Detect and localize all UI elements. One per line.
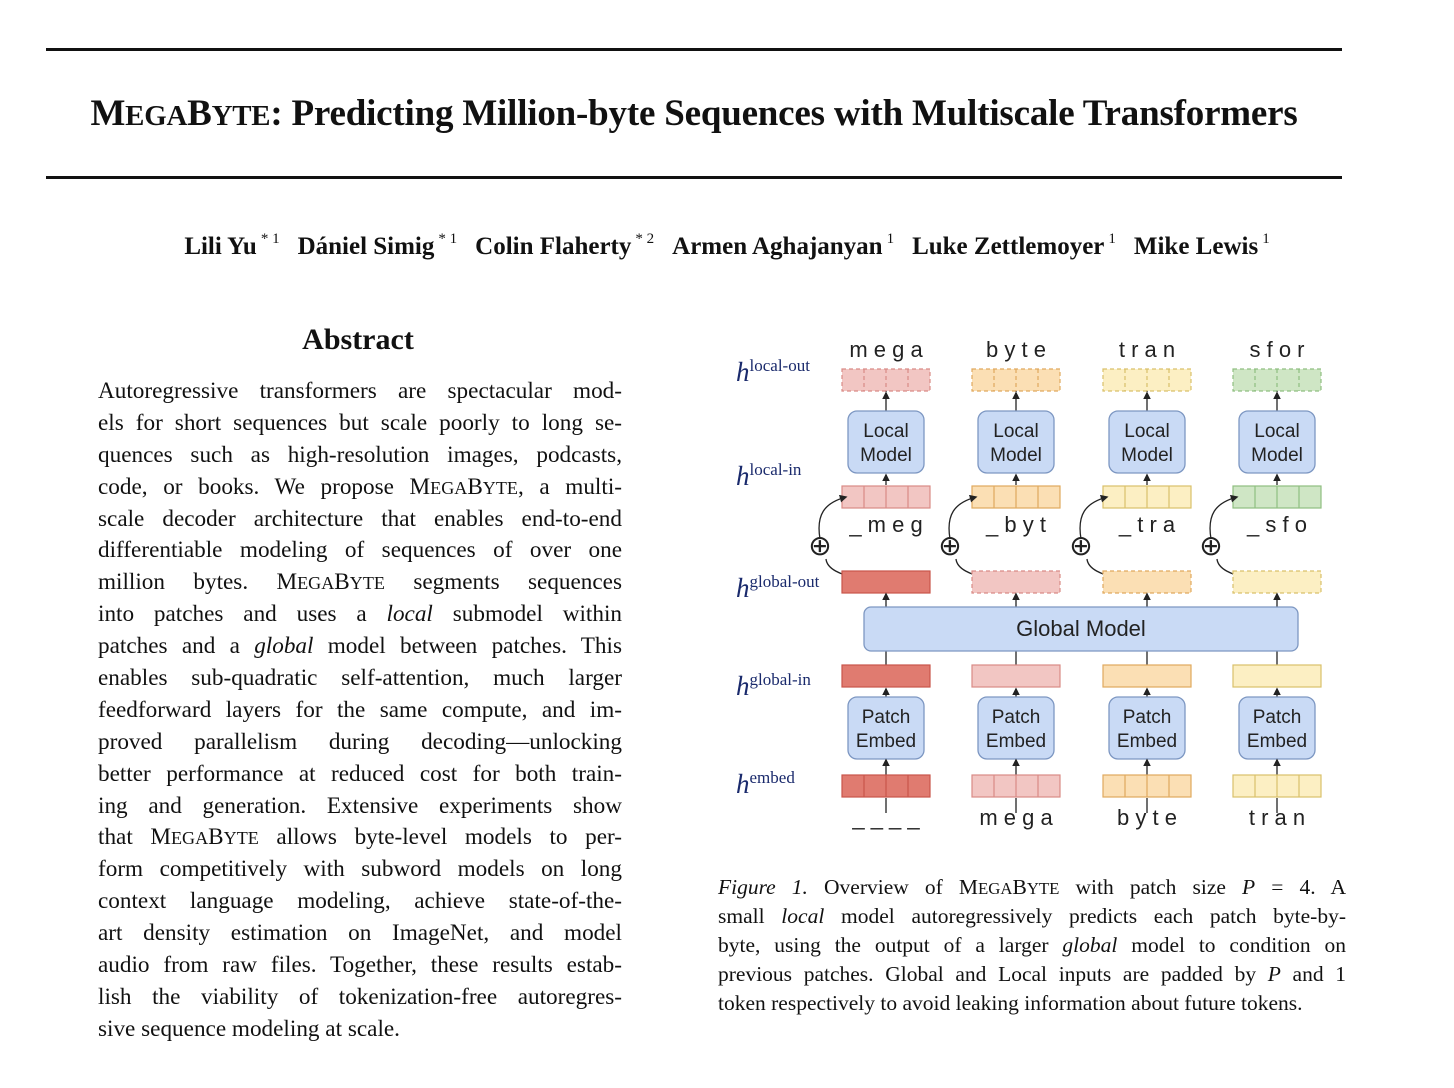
author-affiliation-marks: 1 [886, 231, 895, 247]
global-in-cells [1103, 665, 1191, 687]
output-bytes: s f o r [1249, 337, 1305, 362]
abstract-line: code, or books. We propose MEGABYTE, a multi- [98, 473, 622, 500]
author-affiliation-marks: 1 [1108, 231, 1116, 247]
abstract-line: context language modeling, achieve state-of-the- [98, 888, 622, 915]
author-affiliation-marks: * 1 [260, 231, 280, 247]
author-name: Luke Zettlemoyer $^1$ [912, 231, 1116, 261]
h-label-global_out: $h^{global-out}$ [736, 572, 820, 603]
abstract-line: lish the viability of tokenization-free autoregres- [98, 983, 622, 1010]
author-affiliation-marks: * 1 [438, 231, 458, 247]
global-in-cells [1233, 665, 1321, 687]
global-out-cells [1233, 571, 1321, 593]
abstract-line: better performance at reduced cost for both train- [98, 760, 622, 787]
input-bytes: _ _ _ _ [852, 805, 920, 830]
h-label-embed: $h^{embed}$ [736, 768, 795, 799]
local-input-bytes: _ t r a [1118, 512, 1176, 537]
h-label-local_in: $h^{local-in}$ [736, 460, 802, 491]
add-operator: ⊕ [808, 530, 832, 561]
author-name: Dániel Simig $^{* 1}$ [297, 231, 458, 261]
global-out-cells [842, 571, 930, 593]
author-affiliation-marks: * 2 [635, 231, 655, 247]
paper-title: MEGABYTE: Predicting Million-byte Sequences with Multiscale Transformers [90, 93, 1298, 134]
add-operator: ⊕ [938, 530, 962, 561]
abstract-line: audio from raw files. Together, these results estab- [98, 952, 622, 979]
h-label-local_out: $h^{local-out}$ [736, 356, 810, 387]
add-operator: ⊕ [1069, 530, 1093, 561]
author-name: Mike Lewis $^1$ [1133, 231, 1270, 261]
author-affiliation-marks: 1 [1262, 231, 1270, 247]
global-model-label: Global Model [1016, 616, 1146, 641]
abstract-heading: Abstract [302, 323, 414, 356]
author-name: Colin Flaherty $^{* 2}$ [475, 231, 655, 261]
figure-1-diagram [720, 325, 1340, 845]
output-bytes: b y t e [986, 337, 1046, 362]
local-input-bytes: _ m e g [849, 512, 923, 537]
abstract-line: into patches and uses a local submodel within [98, 601, 622, 628]
local-model-box-label-1: Local [1254, 421, 1300, 442]
author-list [0, 233, 1454, 261]
caption-line: token respectively to avoid leaking information about future tokens. [718, 991, 1303, 1015]
patch-embed-box-label-1: Patch [861, 707, 911, 728]
input-bytes: b y t e [1117, 805, 1177, 830]
local-input-bytes: _ b y t [986, 512, 1046, 537]
patch-embed-box-label-2: Embed [1116, 731, 1178, 752]
abstract-line: scale decoder architecture that enables end-to-end [98, 505, 622, 532]
input-bytes: t r a n [1248, 805, 1306, 830]
local-model-box-label-2: Model [990, 445, 1042, 466]
patch-embed-box-label-2: Embed [1246, 731, 1308, 752]
output-bytes: t r a n [1118, 337, 1176, 362]
local-model-box-label-1: Local [1124, 421, 1170, 442]
abstract-line: ing and generation. Extensive experiments show [98, 792, 622, 819]
abstract-line: patches and a global model between patches. This [98, 633, 622, 660]
figure-caption [718, 873, 1346, 1018]
global-in-cells [842, 665, 930, 687]
patch-embed-box-label-1: Patch [991, 707, 1041, 728]
patch-embed-box-label-2: Embed [985, 731, 1047, 752]
caption-line: byte, using the output of a larger global model to condition on [718, 933, 1346, 957]
h-label-global_in: $h^{global-in}$ [736, 670, 811, 701]
input-bytes: m e g a [979, 805, 1053, 830]
abstract-line: art density estimation on ImageNet, and model [98, 920, 622, 947]
abstract-line: enables sub-quadratic self-attention, much larger [98, 665, 622, 692]
abstract-line: feedforward layers for the same compute, and im- [98, 696, 622, 723]
title-bottom-rule [46, 176, 1342, 179]
abstract-line: proved parallelism during decoding—unlocking [98, 728, 622, 755]
abstract-body [98, 376, 622, 1046]
abstract-line: that MEGABYTE allows byte-level models to per- [98, 824, 623, 851]
abstract-line: sive sequence modeling at scale. [98, 1015, 400, 1042]
abstract-line: million bytes. MEGABYTE segments sequences [98, 569, 622, 596]
top-rule [46, 48, 1342, 51]
global-out-cells [1103, 571, 1191, 593]
caption-line: Figure 1. Overview of MEGABYTE with patch size P = 4. A [718, 875, 1346, 899]
patch-embed-box-label-2: Embed [855, 731, 917, 752]
author-name: Lili Yu $^{* 1}$ [184, 231, 280, 261]
output-bytes: m e g a [849, 337, 923, 362]
caption-line: previous patches. Global and Local inputs are padded by P and 1 [718, 962, 1347, 986]
local-input-bytes: _ s f o [1247, 512, 1307, 537]
caption-line: small local model autoregressively predicts each patch byte-by- [718, 904, 1346, 928]
abstract-line: els for short sequences but scale poorly to long se- [98, 409, 622, 436]
patch-embed-box-label-1: Patch [1122, 707, 1172, 728]
abstract-line: form competitively with subword models on long [98, 856, 622, 883]
abstract-line: Autoregressive transformers are spectacular mod- [98, 378, 622, 404]
global-in-cells [972, 665, 1060, 687]
local-model-box-label-1: Local [863, 421, 909, 442]
global-out-cells [972, 571, 1060, 593]
local-model-box-label-1: Local [993, 421, 1039, 442]
abstract-line: differentiable modeling of sequences of over one [98, 537, 622, 564]
local-model-box-label-2: Model [1121, 445, 1173, 466]
local-model-box-label-2: Model [860, 445, 912, 466]
author-name: Armen Aghajanyan $^1$ [672, 231, 895, 261]
abstract-line: quences such as high-resolution images, podcasts, [98, 441, 622, 468]
patch-embed-box-label-1: Patch [1252, 707, 1302, 728]
add-operator: ⊕ [1199, 530, 1223, 561]
local-model-box-label-2: Model [1251, 445, 1303, 466]
